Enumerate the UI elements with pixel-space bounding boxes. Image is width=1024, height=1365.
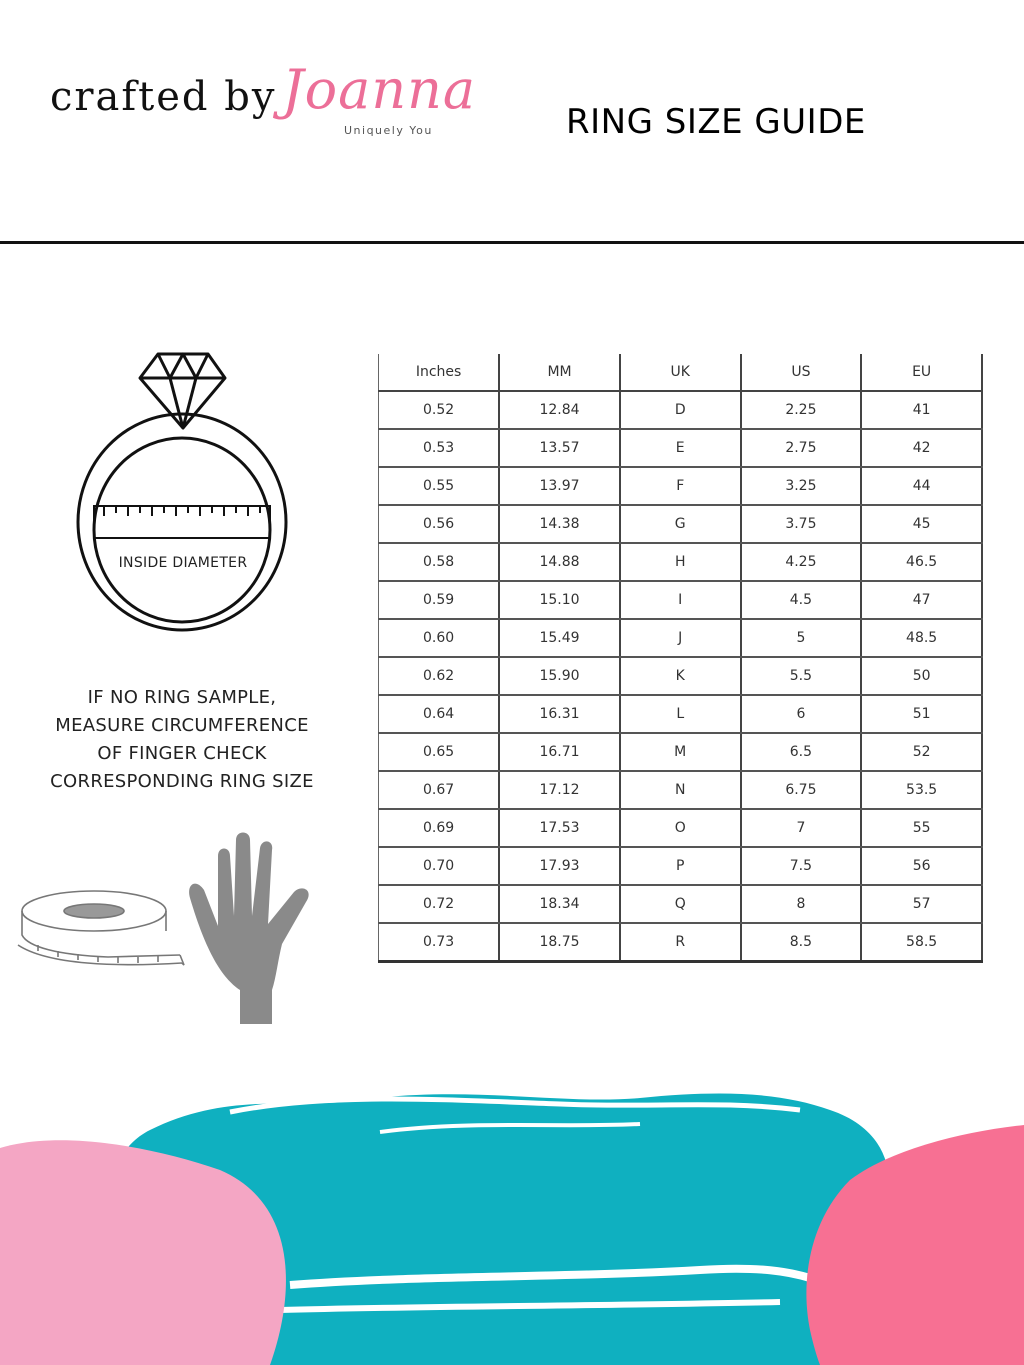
cell-inches: 0.64: [379, 695, 500, 733]
cell-eu: 56: [861, 847, 982, 885]
cell-mm: 16.71: [499, 733, 620, 771]
cell-mm: 16.31: [499, 695, 620, 733]
table-row: [379, 543, 983, 581]
cell-eu: 42: [861, 429, 982, 467]
cell-inches: 0.56: [379, 505, 500, 543]
measurement-instruction: [22, 684, 342, 796]
cell-us: 8: [741, 885, 862, 923]
instruction-line: CORRESPONDING RING SIZE: [50, 771, 314, 792]
cell-us: 7: [741, 809, 862, 847]
cell-us: 5: [741, 619, 862, 657]
table-row: [379, 391, 983, 429]
cell-mm: 18.75: [499, 923, 620, 962]
cell-uk: P: [620, 847, 741, 885]
cell-us: 7.5: [741, 847, 862, 885]
cell-eu: 58.5: [861, 923, 982, 962]
cell-eu: 41: [861, 391, 982, 429]
cell-mm: 15.49: [499, 619, 620, 657]
table-row: [379, 771, 983, 809]
cell-eu: 46.5: [861, 543, 982, 581]
cell-inches: 0.58: [379, 543, 500, 581]
cell-uk: E: [620, 429, 741, 467]
cell-us: 3.25: [741, 467, 862, 505]
cell-us: 2.25: [741, 391, 862, 429]
table-header-row: [379, 354, 983, 391]
column-header-uk: UK: [620, 354, 741, 391]
cell-uk: N: [620, 771, 741, 809]
cell-eu: 51: [861, 695, 982, 733]
cell-us: 4.25: [741, 543, 862, 581]
cell-eu: 45: [861, 505, 982, 543]
brand-prefix: crafted by: [50, 74, 277, 120]
cell-mm: 12.84: [499, 391, 620, 429]
table-row: [379, 657, 983, 695]
cell-mm: 17.12: [499, 771, 620, 809]
cell-us: 6: [741, 695, 862, 733]
cell-uk: R: [620, 923, 741, 962]
cell-eu: 48.5: [861, 619, 982, 657]
instruction-line: MEASURE CIRCUMFERENCE: [55, 715, 309, 736]
table-row: [379, 733, 983, 771]
instruction-line: OF FINGER CHECK: [97, 743, 267, 764]
table-row: [379, 809, 983, 847]
table-row: [379, 847, 983, 885]
column-header-eu: EU: [861, 354, 982, 391]
cell-mm: 15.10: [499, 581, 620, 619]
table-row: [379, 429, 983, 467]
cell-eu: 47: [861, 581, 982, 619]
brand-tagline: Uniquely You: [344, 124, 433, 137]
cell-inches: 0.52: [379, 391, 500, 429]
brand-logo: [50, 58, 477, 148]
cell-us: 3.75: [741, 505, 862, 543]
cell-inches: 0.65: [379, 733, 500, 771]
table-row: [379, 885, 983, 923]
cell-inches: 0.59: [379, 581, 500, 619]
cell-us: 2.75: [741, 429, 862, 467]
cell-uk: Q: [620, 885, 741, 923]
cell-inches: 0.72: [379, 885, 500, 923]
ruler-icon: [94, 506, 270, 538]
decorative-paint-blobs: [0, 1070, 1024, 1365]
cell-uk: H: [620, 543, 741, 581]
table-row: [379, 923, 983, 962]
cell-eu: 57: [861, 885, 982, 923]
cell-eu: 55: [861, 809, 982, 847]
page-title: RING SIZE GUIDE: [566, 102, 866, 142]
cell-mm: 13.97: [499, 467, 620, 505]
column-header-mm: MM: [499, 354, 620, 391]
cell-uk: I: [620, 581, 741, 619]
cell-inches: 0.53: [379, 429, 500, 467]
cell-inches: 0.67: [379, 771, 500, 809]
cell-uk: L: [620, 695, 741, 733]
cell-inches: 0.62: [379, 657, 500, 695]
table-row: [379, 467, 983, 505]
measuring-tape-icon: [8, 885, 188, 975]
hand-icon: [182, 828, 332, 1028]
cell-mm: 14.38: [499, 505, 620, 543]
cell-uk: O: [620, 809, 741, 847]
cell-uk: F: [620, 467, 741, 505]
column-header-us: US: [741, 354, 862, 391]
cell-inches: 0.60: [379, 619, 500, 657]
cell-us: 8.5: [741, 923, 862, 962]
column-header-inches: Inches: [379, 354, 500, 391]
table-row: [379, 505, 983, 543]
table-row: [379, 695, 983, 733]
instruction-line: IF NO RING SAMPLE,: [87, 687, 277, 708]
cell-mm: 15.90: [499, 657, 620, 695]
cell-eu: 52: [861, 733, 982, 771]
cell-us: 6.75: [741, 771, 862, 809]
diamond-ring-icon: [70, 350, 300, 640]
cell-eu: 44: [861, 467, 982, 505]
cell-inches: 0.69: [379, 809, 500, 847]
cell-uk: K: [620, 657, 741, 695]
cell-inches: 0.70: [379, 847, 500, 885]
cell-uk: J: [620, 619, 741, 657]
cell-us: 5.5: [741, 657, 862, 695]
cell-mm: 17.53: [499, 809, 620, 847]
ring-size-table: [378, 354, 983, 963]
cell-uk: M: [620, 733, 741, 771]
cell-inches: 0.55: [379, 467, 500, 505]
cell-mm: 14.88: [499, 543, 620, 581]
cell-inches: 0.73: [379, 923, 500, 962]
header-divider: [0, 241, 1024, 244]
brand-name: Joanna: [282, 58, 477, 121]
inside-diameter-label: INSIDE DIAMETER: [118, 555, 248, 571]
cell-uk: D: [620, 391, 741, 429]
cell-eu: 50: [861, 657, 982, 695]
cell-us: 4.5: [741, 581, 862, 619]
cell-mm: 17.93: [499, 847, 620, 885]
table-row: [379, 619, 983, 657]
table-row: [379, 581, 983, 619]
cell-eu: 53.5: [861, 771, 982, 809]
cell-mm: 18.34: [499, 885, 620, 923]
cell-us: 6.5: [741, 733, 862, 771]
cell-uk: G: [620, 505, 741, 543]
cell-mm: 13.57: [499, 429, 620, 467]
